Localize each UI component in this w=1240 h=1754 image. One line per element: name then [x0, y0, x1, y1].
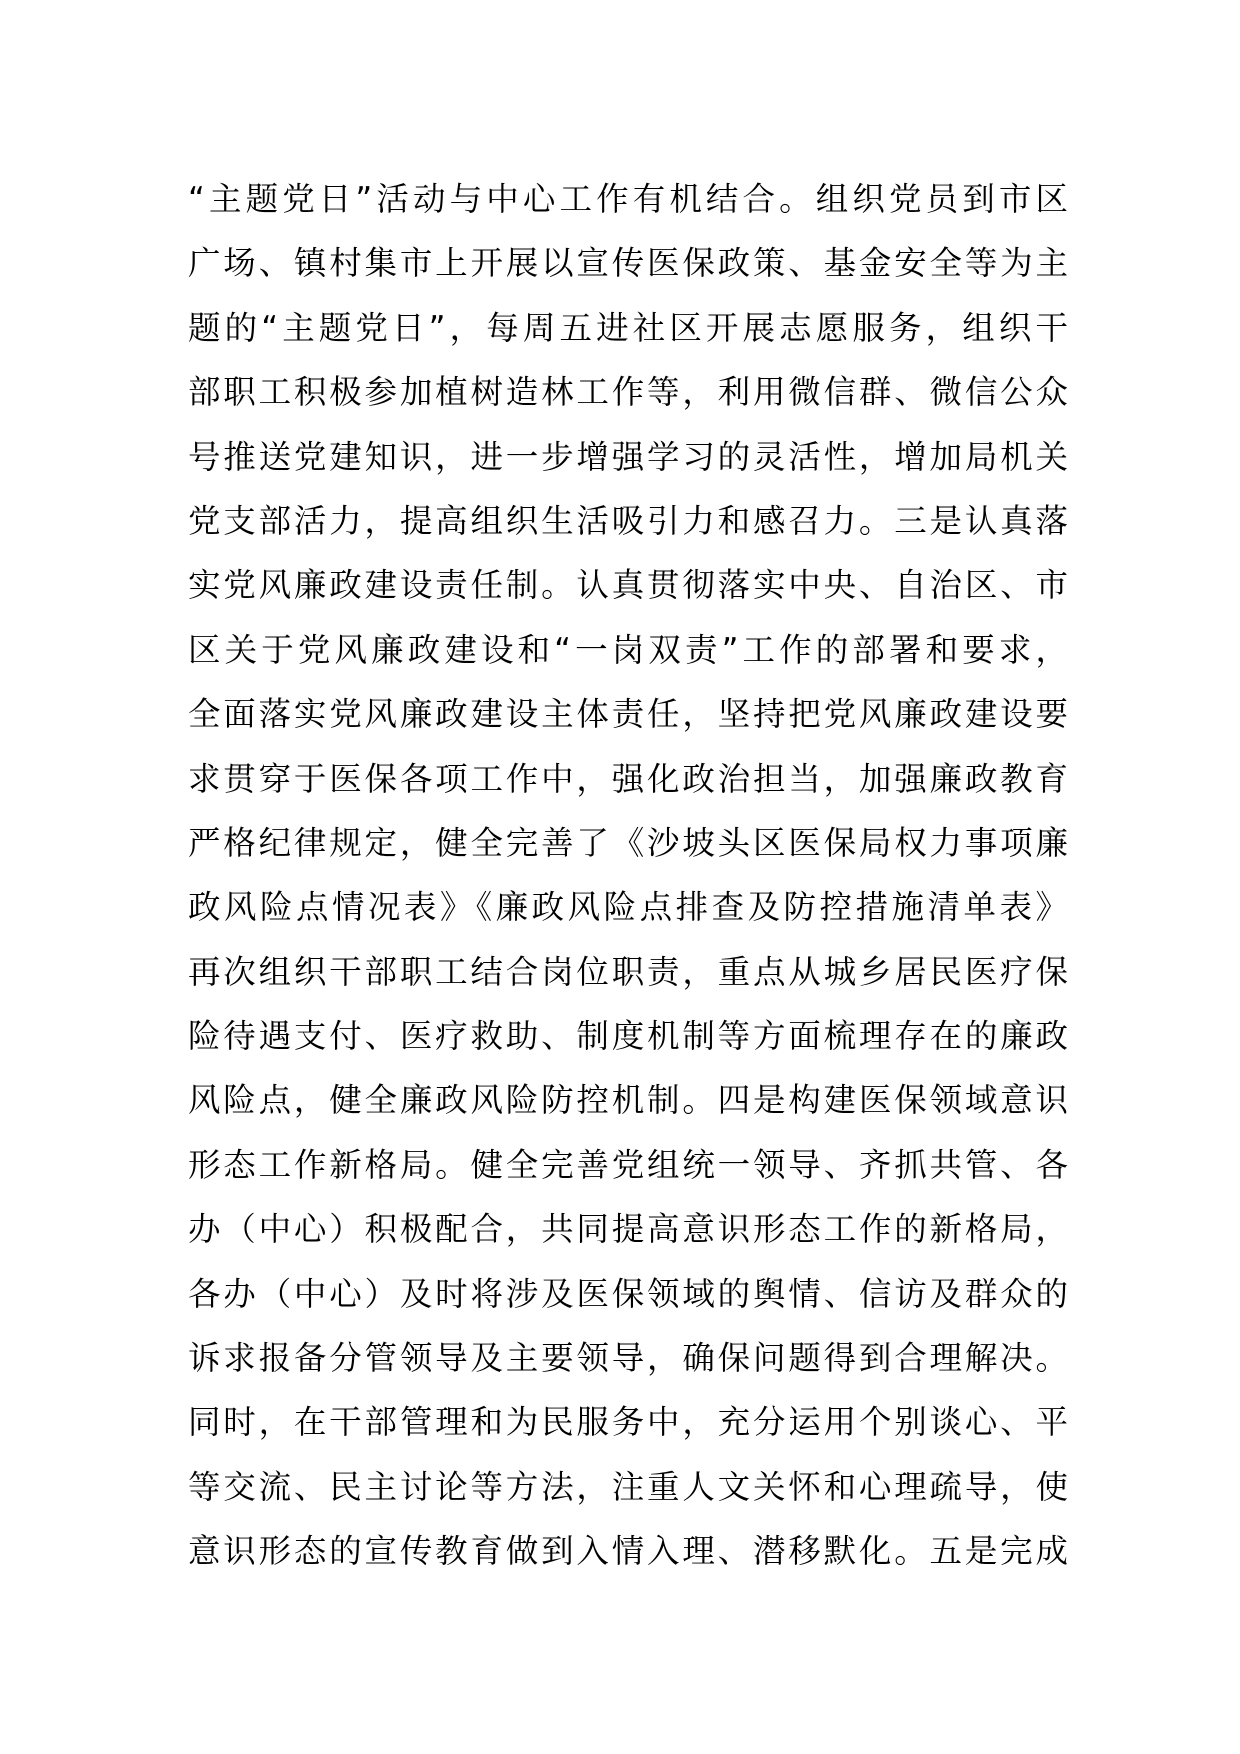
text-line-11: 严格纪律规定，健全完善了《沙坡头区医保局权力事项廉	[188, 823, 1068, 862]
text-line-4: 部职工积极参加植树造林工作等，利用微信群、微信公众	[188, 373, 1068, 412]
text-line-9: 全面落实党风廉政建设主体责任，坚持把党风廉政建设要	[188, 695, 1068, 734]
text-line-16: 形态工作新格局。健全完善党组统一领导、齐抓共管、各	[188, 1145, 1068, 1184]
text-line-19: 诉求报备分管领导及主要领导，确保问题得到合理解决。	[188, 1339, 1068, 1378]
text-line-21: 等交流、民主讨论等方法，注重人文关怀和心理疏导，使	[188, 1467, 1068, 1506]
text-line-18: 各办（中心）及时将涉及医保领域的舆情、信访及群众的	[188, 1274, 1068, 1313]
text-line-17: 办（中心）积极配合，共同提高意识形态工作的新格局，	[188, 1210, 1068, 1249]
body-text	[188, 167, 1068, 1584]
text-line-12: 政风险点情况表》《廉政风险点排查及防控措施清单表》	[188, 888, 1068, 927]
text-line-20: 同时，在干部管理和为民服务中，充分运用个别谈心、平	[188, 1403, 1068, 1442]
text-line-13: 再次组织干部职工结合岗位职责，重点从城乡居民医疗保	[188, 952, 1068, 991]
text-line-22: 意识形态的宣传教育做到入情入理、潜移默化。五是完成	[188, 1532, 1068, 1571]
text-line-7: 实党风廉政建设责任制。认真贯彻落实中央、自治区、市	[188, 566, 1068, 605]
text-line-5: 号推送党建知识，进一步增强学习的灵活性，增加局机关	[188, 437, 1068, 476]
text-line-10: 求贯穿于医保各项工作中，强化政治担当，加强廉政教育	[188, 759, 1068, 798]
text-line-15: 风险点，健全廉政风险防控机制。四是构建医保领域意识	[188, 1081, 1068, 1120]
text-line-14: 险待遇支付、医疗救助、制度机制等方面梳理存在的廉政	[188, 1017, 1068, 1056]
text-line-2: 广场、镇村集市上开展以宣传医保政策、基金安全等为主	[188, 244, 1068, 283]
text-line-1: “主题党日”活动与中心工作有机结合。组织党员到市区	[188, 180, 1068, 218]
text-line-8: 区关于党风廉政建设和“一岗双责”工作的部署和要求，	[188, 630, 1068, 669]
text-line-6: 党支部活力，提高组织生活吸引力和感召力。三是认真落	[188, 501, 1068, 540]
text-line-3: 题的“主题党日”，每周五进社区开展志愿服务，组织干	[188, 308, 1068, 347]
